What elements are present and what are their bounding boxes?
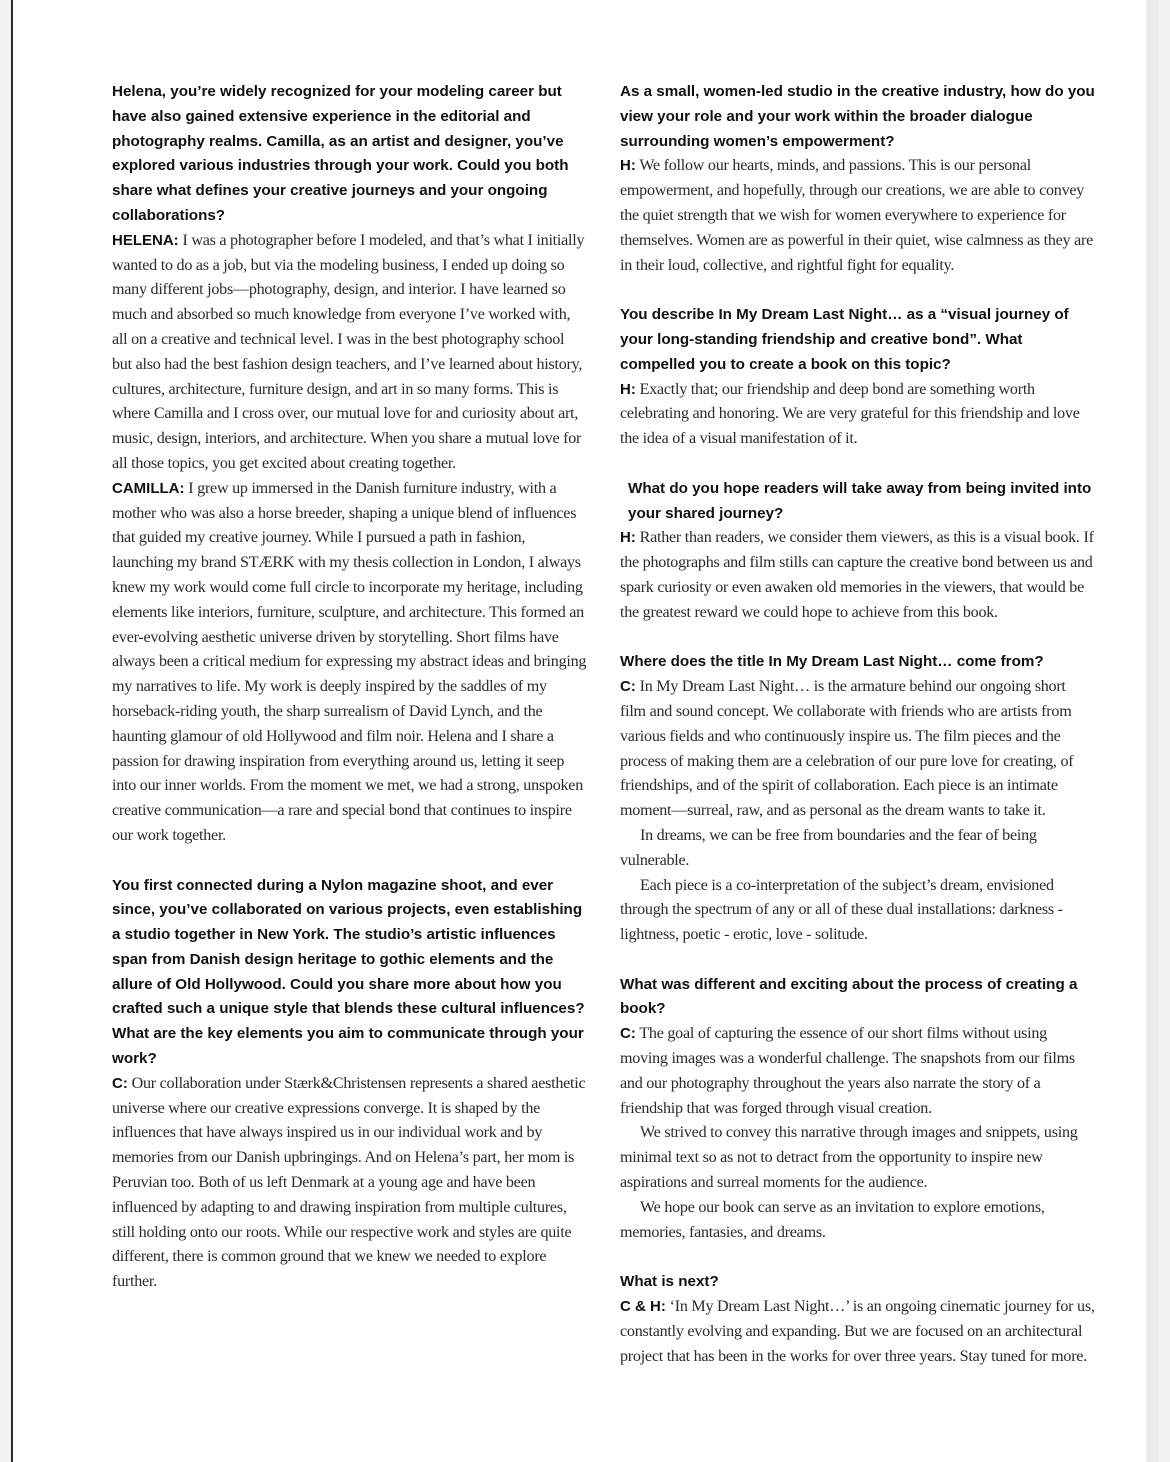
speaker-label: C: [620,678,636,696]
answer-camilla [112,477,587,849]
answer-7-paragraph-3: We hope our book can serve as an invitation to explore emotions, memories, fantasies, and dreams. [620,1198,1045,1241]
question-7: What was different and exciting about the process of creating a book? [620,975,1078,1018]
answer-4 [620,378,1095,452]
answer-3 [620,154,1095,278]
answer-5 [620,526,1095,625]
magazine-page [11,0,1159,1462]
question-8: What is next? [620,1273,719,1291]
answer-text: ‘In My Dream Last Night…’ is an ongoing cinematic journey for us, constantly evolving and expanding. But we are focused on an architectural project that has been in the works for over three years. Stay tuned for more. [620,1298,1095,1365]
answer-text: I grew up immersed in the Danish furniture industry, with a mother who was also a horse breeder, shaping a unique blend of influences that guided my creative journey. While I pursued a path in fashion, launching my brand STÆRK with my thesis collection in London, I always knew my work would come full circle to incorporate my heritage, including elements like interiors, furniture, sculpture, and architecture. This formed an ever-evolving aesthetic universe driven by storytelling. Short films have always been a critical medium for expressing my abstract ideas and bringing my narratives to life. My work is deeply inspired by the saddles of my horseback-riding youth, the sharp surrealism of David Lynch, and the haunting glamour of old Hollywood and film noir. Helena and I share a passion for drawing inspiration from everything around us, letting it seep into our inner worlds. From the moment we met, we had a strong, unspoken creative communication—a rare and special bond that continues to inspire our work together. [112,479,587,844]
speaker-label: C & H: [620,1298,666,1316]
question-1: Helena, you’re widely recognized for your modeling career but have also gained extensive experience in the editorial and photography realms. Camilla, as an artist and designer, you’ve explored various industries through your work. Could you both share what defines your creative journeys and your ongoing collaborations? [112,83,569,224]
answer-7-paragraph-2: We strived to convey this narrative through images and snippets, using minimal text so as not to detract from the opportunity to inspire new aspirations and surreal moments for the audience. [620,1124,1078,1192]
answer-text: In My Dream Last Night… is the armature behind our ongoing short film and sound concept. We collaborate with friends who are artists from various fields and who continuously inspire us. The film pieces and the process of making them are a celebration of our pure love for creating, of friendships, and of the spirit of collaboration. Each piece is an intimate moment—surreal, raw, and as personal as the dream wants to take it. [620,678,1074,820]
speaker-label: H: [620,380,636,398]
speaker-label: H: [620,157,636,175]
speaker-label: H: [620,529,636,547]
answer-8 [620,1295,1095,1369]
answer-text: Exactly that; our friendship and deep bond are something worth celebrating and honoring. We are very grateful for this friendship and love the idea of a visual manifestation of it. [620,380,1080,448]
question-5: What do you hope readers will take away from being invited into your shared journey? [628,479,1092,522]
question-3: As a small, women-led studio in the creative industry, how do you view your role and your work within the broader dialogue surrounding women’s empowerment? [620,83,1095,150]
question-4: You describe In My Dream Last Night… as a “visual journey of your long-standing friendship and creative bond”. What compelled you to create a book on this topic? [620,306,1069,373]
page-edge [1146,0,1159,1462]
speaker-label: HELENA: [112,231,179,249]
speaker-label: C: [112,1074,128,1092]
answer-text: We follow our hearts, minds, and passions. This is our personal empowerment, and hopefully, through our creations, we are able to convey the quiet strength that we wish for women everywhere to experience for themselves. Women are as powerful in their quiet, wise calmness as they are in their loud, collective, and rightful fight for equality. [620,157,1094,274]
answer-7 [620,1022,1095,1121]
question-6: Where does the title In My Dream Last Night… come from? [620,653,1044,671]
right-column [620,80,1095,1369]
speaker-label: CAMILLA: [112,479,185,497]
speaker-label: C: [620,1025,636,1043]
answer-text: I was a photographer before I modeled, and that’s what I initially wanted to do as a job, but via the modeling business, I ended up doing so many different jobs—photography, design, and interior. I have learned so much and absorbed so much knowledge from everyone I’ve worked with, all on a creative and technical level. I was in the best photography school but also had the best fashion design teachers, and I’ve learned about history, cultures, architecture, furniture design, and art in so many forms. This is where Camilla and I cross over, our mutual love for and curiosity about art, music, design, interiors, and architecture. When you share a mutual love for all those topics, you get excited about creating together. [112,231,585,472]
answer-6-paragraph-3: Each piece is a co-interpretation of the subject’s dream, envisioned through the spectrum of any or all of these dual installations: darkness - lightness, poetic - erotic, love - solitude. [620,876,1063,944]
answer-helena [112,229,587,477]
question-2: You first connected during a Nylon magazine shoot, and ever since, you’ve collaborated on various projects, even establishing a studio together in New York. The studio’s artistic influences span from Danish design heritage to gothic elements and the allure of Old Hollywood. Could you share more about how you crafted such a unique style that blends these cultural influences? What are the key elements you aim to communicate through your work? [112,876,585,1068]
left-column [112,80,587,1295]
answer-text: Rather than readers, we consider them viewers, as this is a visual book. If the photographs and film stills can capture the creative bond between us and spark curiosity or even awaken old memories in the viewers, that would be the greatest reward we could hope to achieve from this book. [620,529,1094,621]
answer-2 [112,1072,587,1295]
answer-6-paragraph-2: In dreams, we can be free from boundaries and the fear of being vulnerable. [620,826,1037,869]
answer-text: Our collaboration under Stærk&Christensen represents a shared aesthetic universe where our creative expressions converge. It is shaped by the influences that have always inspired us in our individual work and by memories from our Danish upbringings. And on Helena’s part, her mom is Peruvian too. Both of us left Denmark at a young age and have been influenced by adapting to and drawing inspiration from multiple cultures, still holding onto our roots. While our respective work and styles are quite different, there is common ground that we knew we needed to explore further. [112,1074,586,1291]
answer-6 [620,675,1095,824]
answer-text: The goal of capturing the essence of our short films without using moving images was a wonderful challenge. The snapshots from our films and our photography throughout the years also narrate the story of a friendship that was forged through visual creation. [620,1025,1075,1117]
